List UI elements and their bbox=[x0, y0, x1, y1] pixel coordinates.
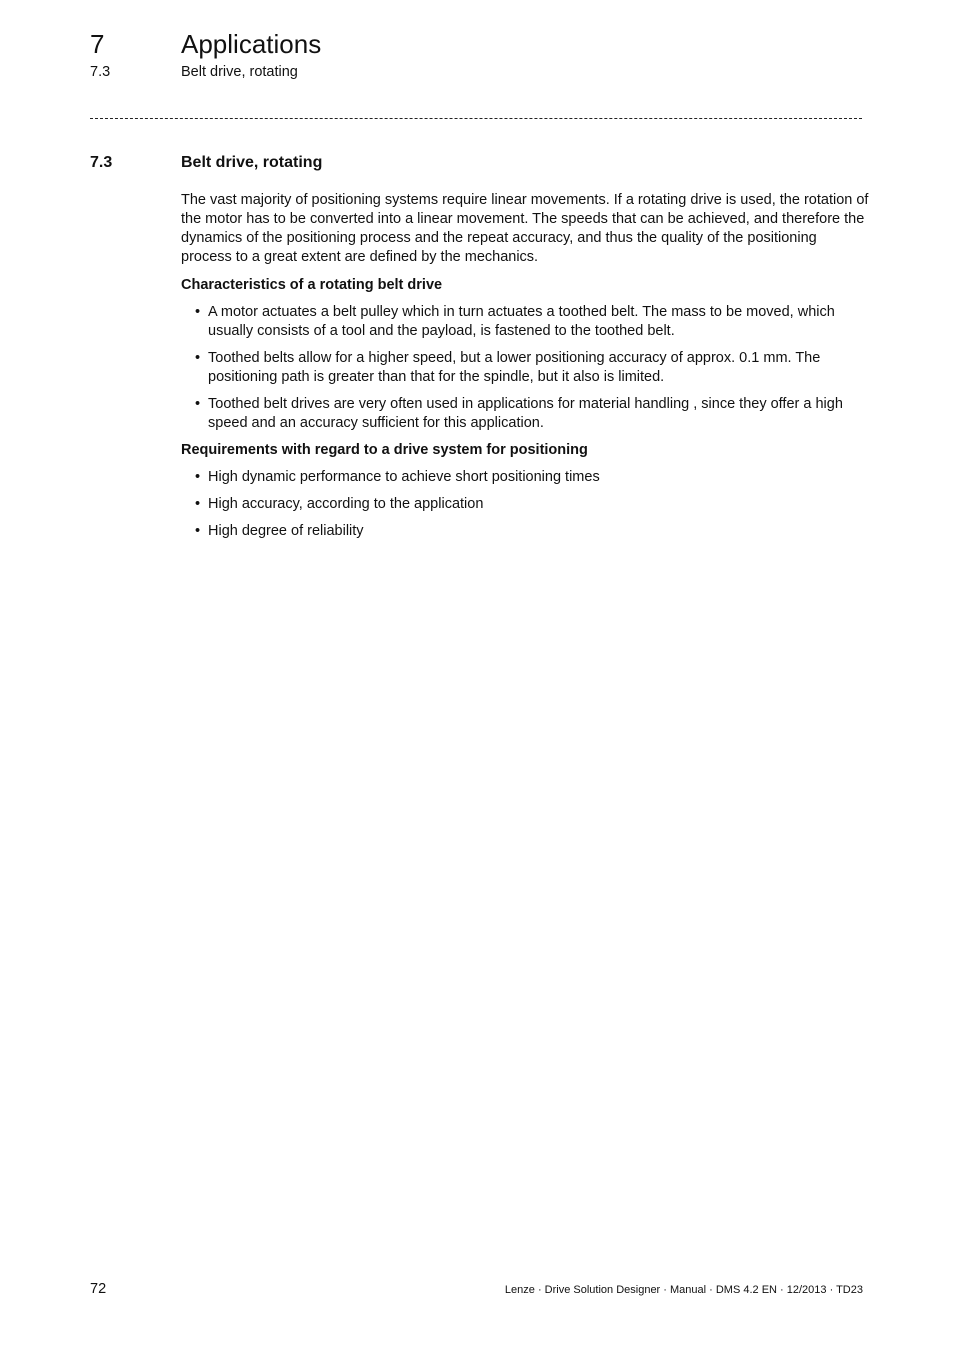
section-body bbox=[181, 191, 871, 549]
bullet-icon: • bbox=[195, 496, 201, 512]
list-item-text: Toothed belt drives are very often used in applications for material handling , since they offer a high speed and an accuracy sufficient for this application. bbox=[208, 396, 843, 431]
list-item bbox=[181, 303, 871, 341]
bullet-icon: • bbox=[195, 350, 201, 366]
list-item bbox=[181, 468, 871, 487]
requirements-heading: Requirements with regard to a drive system for positioning bbox=[181, 442, 588, 458]
header-section-title: Belt drive, rotating bbox=[181, 64, 298, 80]
list-item bbox=[181, 495, 871, 514]
requirements-list bbox=[181, 468, 871, 541]
bullet-icon: • bbox=[195, 396, 201, 412]
list-item-text: High degree of reliability bbox=[208, 523, 364, 539]
publication-info: Lenze · Drive Solution Designer · Manual · DMS 4.2 EN · 12/2013 · TD23 bbox=[504, 1284, 863, 1296]
page-number: 72 bbox=[90, 1281, 107, 1297]
header-divider bbox=[90, 118, 862, 119]
list-item-text: A motor actuates a belt pulley which in turn actuates a toothed belt. The mass to be moved, which usually consists of a tool and the payload, is fastened to the toothed belt. bbox=[208, 304, 835, 339]
list-item-text: Toothed belts allow for a higher speed, but a lower positioning accuracy of approx. 0.1 mm. The positioning path is greater than that for the spindle, but it also is limited. bbox=[208, 350, 821, 385]
header-chapter-number: 7 bbox=[90, 29, 105, 59]
bullet-icon: • bbox=[195, 469, 201, 485]
list-item-text: High accuracy, according to the application bbox=[208, 496, 484, 512]
section-title: Belt drive, rotating bbox=[181, 154, 323, 171]
list-item bbox=[181, 395, 871, 433]
bullet-icon: • bbox=[195, 523, 201, 539]
section-number: 7.3 bbox=[90, 154, 113, 171]
characteristics-heading: Characteristics of a rotating belt drive bbox=[181, 277, 443, 293]
intro-paragraph: The vast majority of positioning systems require linear movements. If a rotating drive is used, the rotation of the motor has to be converted into a linear movement. The speeds that can be achieved, and therefore the dynamics of the positioning process and the repeat accuracy, and thus the quality of the positioning process to a great extent are defined by the mechanics. bbox=[181, 192, 869, 265]
bullet-icon: • bbox=[195, 304, 201, 320]
header-chapter-title: Applications bbox=[181, 29, 322, 59]
header-section-number: 7.3 bbox=[90, 64, 111, 80]
characteristics-list bbox=[181, 303, 871, 433]
list-item bbox=[181, 522, 871, 541]
list-item-text: High dynamic performance to achieve short positioning times bbox=[208, 469, 600, 485]
list-item bbox=[181, 349, 871, 387]
